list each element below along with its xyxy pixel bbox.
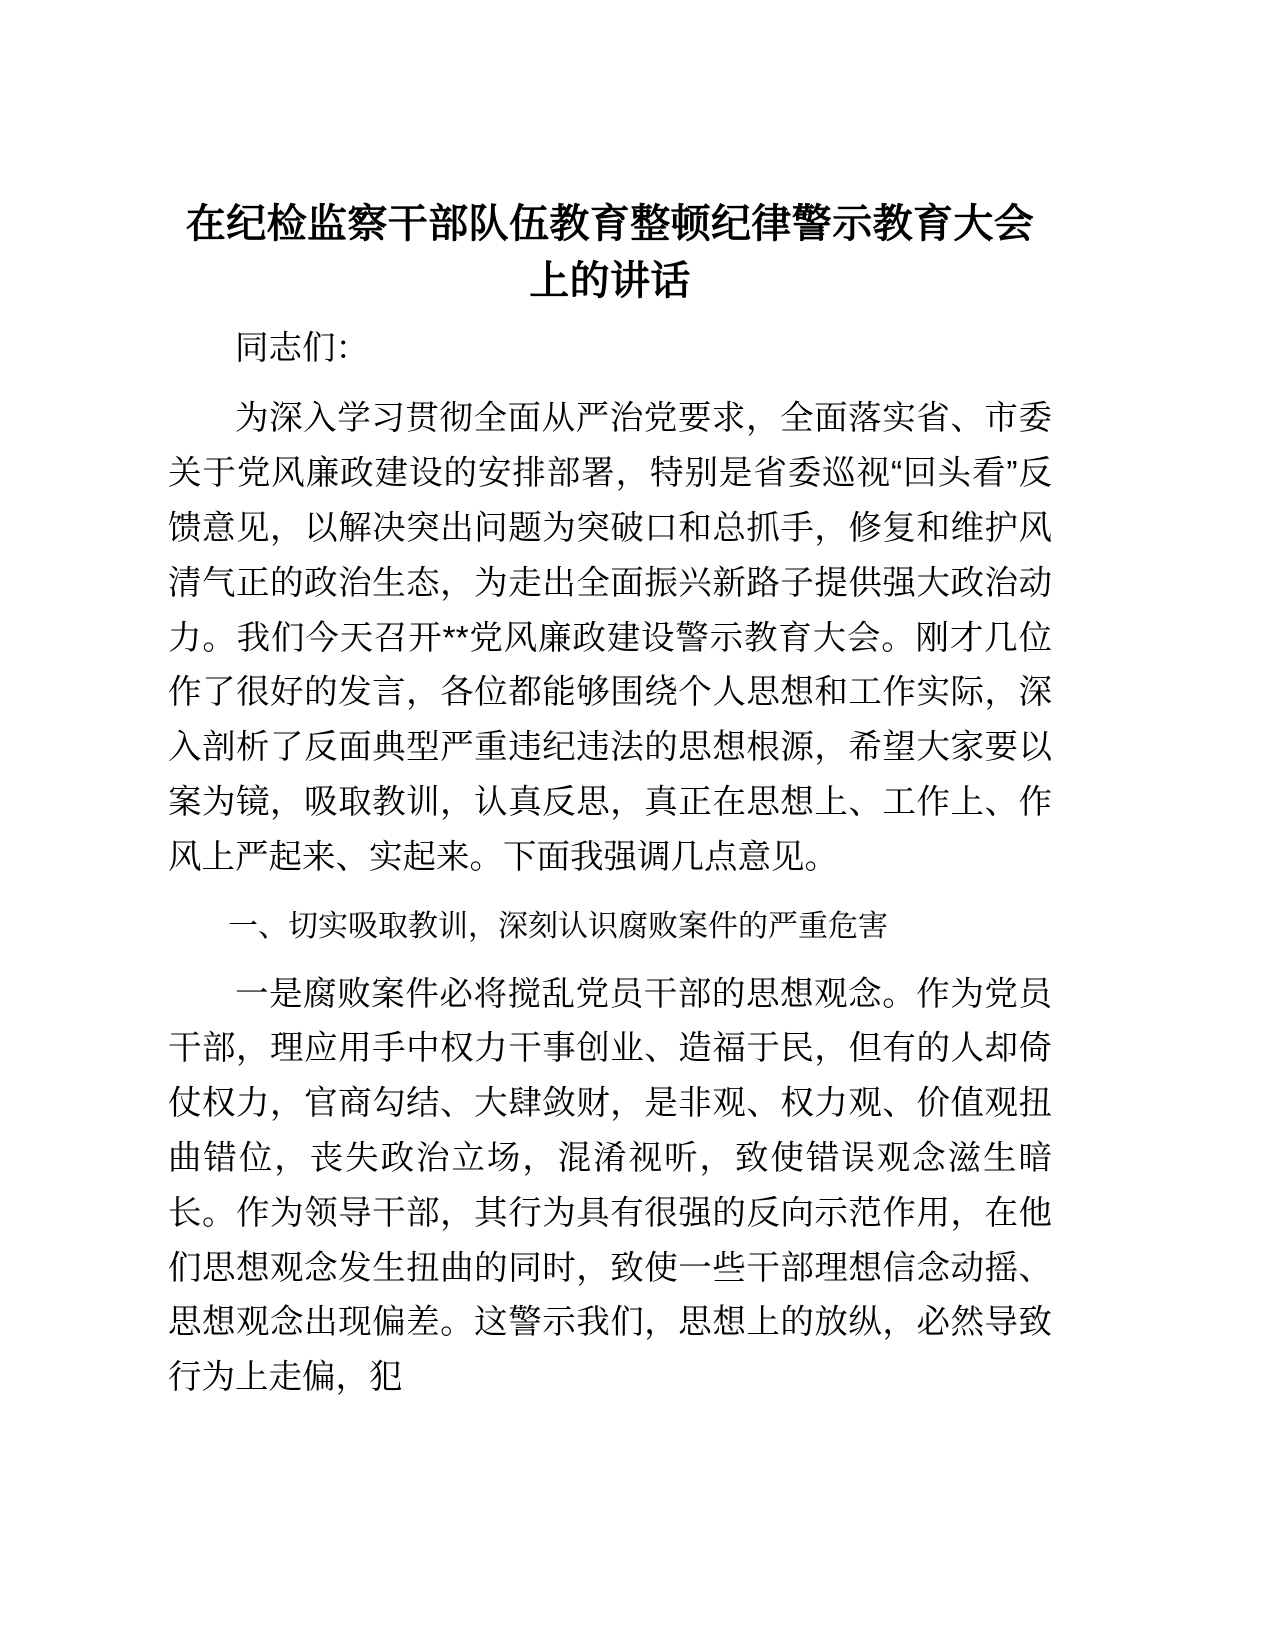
salutation: 同志们： bbox=[235, 329, 369, 367]
paragraph-point-one: 一是腐败案件必将搅乱党员干部的思想观念。作为党员干部，理应用手中权力干事创业、造福于民，但有的人却倚仗权力，官商勾结、大肆敛财，是非观、权力观、价值观扭曲错位，丧失政治立场，混淆视听，致使错误观念滋生暗长。作为领导干部，其行为具有很强的反向示范作用，在他们思想观念发生扭曲的同时，致使一些干部理想信念动摇、思想观念出现偏差。这警示我们，思想上的放纵，必然导致行为上走偏，犯 bbox=[168, 975, 1052, 1397]
paragraph-opening: 为深入学习贯彻全面从严治党要求，全面落实省、市委关于党风廉政建设的安排部署，特别是省委巡视“回头看”反馈意见，以解决突出问题为突破口和总抓手，修复和维护风清气正的政治生态，为走出全面振兴新路子提供强大政治动力。我们今天召开**党风廉政建设警示教育大会。刚才几位作了很好的发言，各位都能够围绕个人思想和工作实际，深入剖析了反面典型严重违纪违法的思想根源，希望大家要以案为镜，吸取教训，认真反思，真正在思想上、工作上、作风上严起来、实起来。下面我强调几点意见。 bbox=[168, 400, 1052, 876]
document-content bbox=[168, 196, 1052, 1406]
page-title: 在纪检监察干部队伍教育整顿纪律警示教育大会上的讲话 bbox=[185, 202, 1035, 303]
section-heading-one: 一、切实吸取教训，深刻认识腐败案件的严重危害 bbox=[228, 909, 888, 943]
